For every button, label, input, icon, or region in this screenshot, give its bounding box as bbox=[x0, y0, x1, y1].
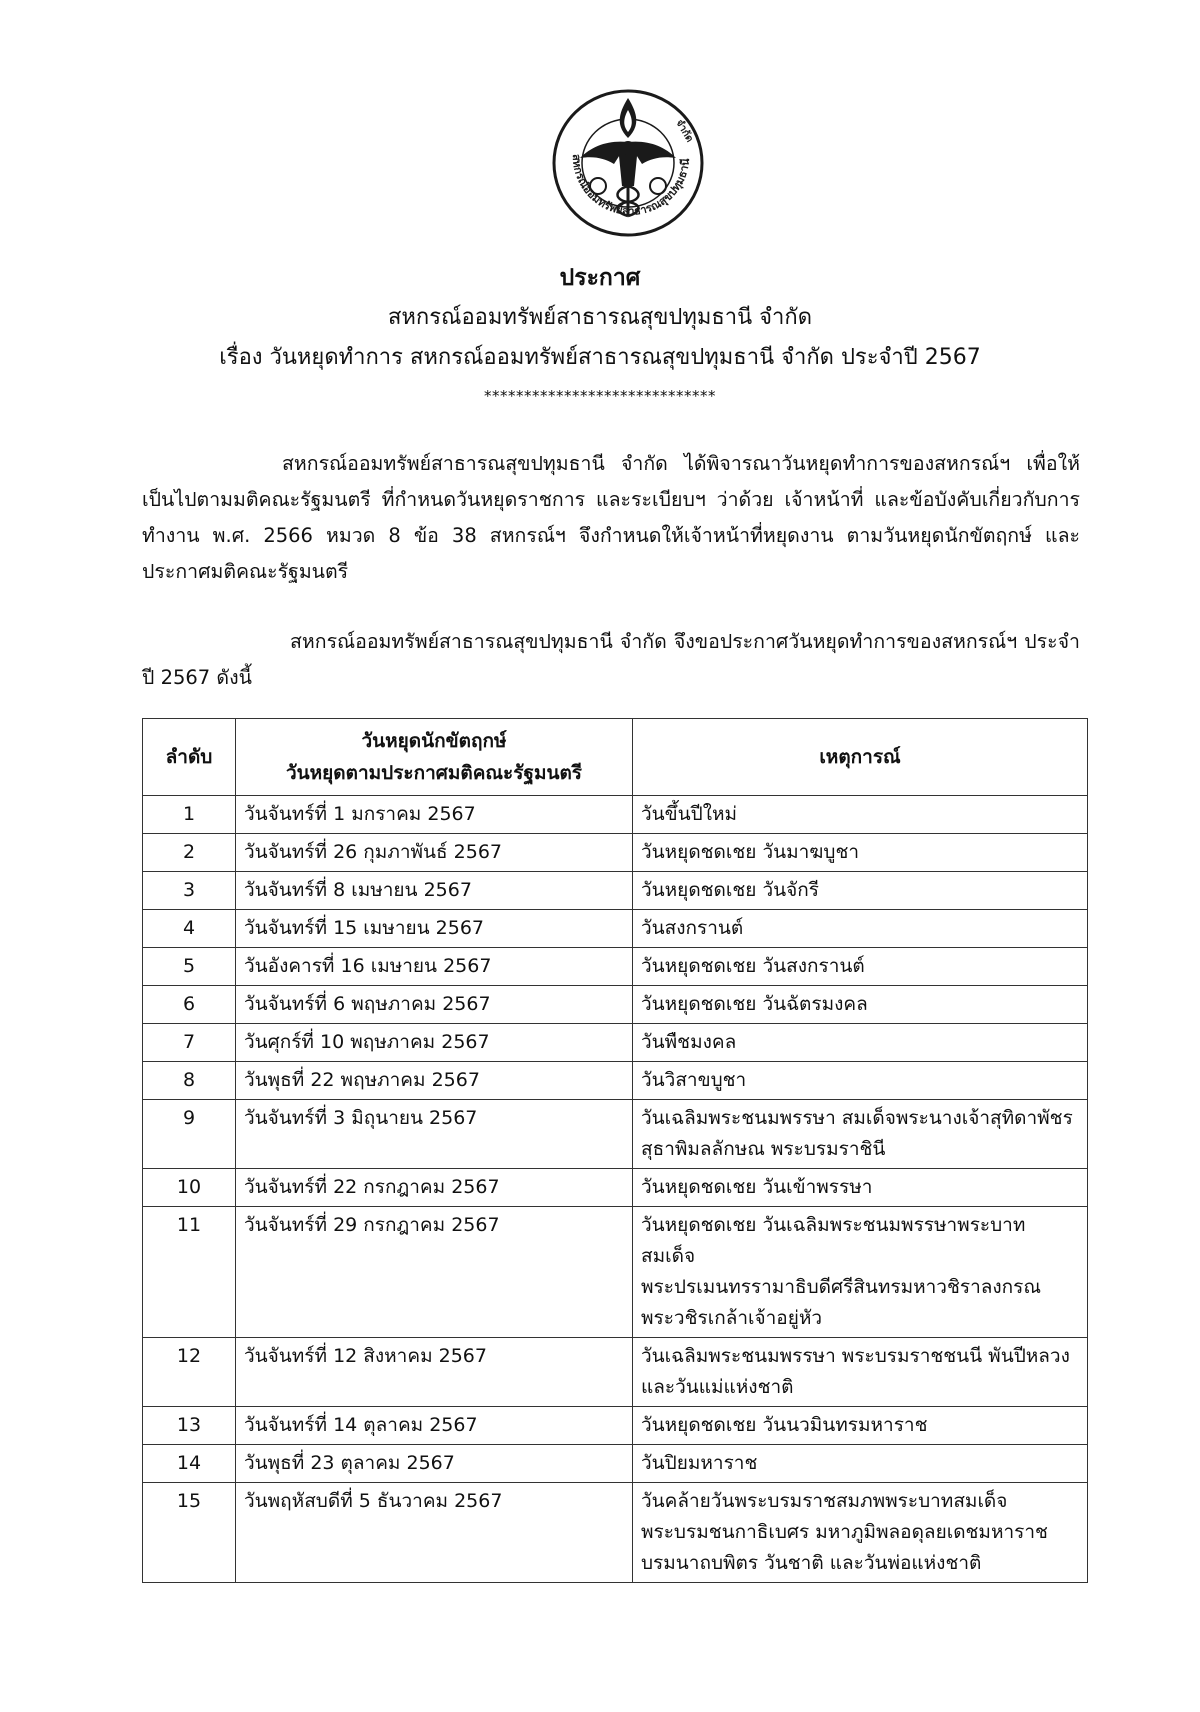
row-date: วันจันทร์ที่ 26 กุมภาพันธ์ 2567 bbox=[236, 834, 633, 872]
row-no: 5 bbox=[143, 948, 236, 986]
row-date: วันพุธที่ 23 ตุลาคม 2567 bbox=[236, 1445, 633, 1483]
row-no: 15 bbox=[143, 1483, 236, 1583]
row-event: วันขึ้นปีใหม่ bbox=[633, 796, 1088, 834]
row-event: วันหยุดชดเชย วันจักรี bbox=[633, 872, 1088, 910]
table-row bbox=[143, 1338, 1088, 1407]
document-title: ประกาศ bbox=[559, 265, 641, 291]
row-event: วันหยุดชดเชย วันนวมินทรมหาราช bbox=[633, 1407, 1088, 1445]
row-no: 1 bbox=[143, 796, 236, 834]
header-date bbox=[236, 719, 633, 796]
table-row bbox=[143, 834, 1088, 872]
row-no: 14 bbox=[143, 1445, 236, 1483]
row-event: วันคล้ายวันพระบรมราชสมภพพระบาทสมเด็จ พระบรมชนกาธิเบศร มหาภูมิพลอดุลยเดชมหาราช บรมนาถบพิตร วันชาติ และวันพ่อแห่งชาติ bbox=[633, 1483, 1088, 1583]
row-date: วันพฤหัสบดีที่ 5 ธันวาคม 2567 bbox=[236, 1483, 633, 1583]
row-no: 2 bbox=[143, 834, 236, 872]
row-date: วันจันทร์ที่ 1 มกราคม 2567 bbox=[236, 796, 633, 834]
row-no: 11 bbox=[143, 1207, 236, 1338]
row-event: วันเฉลิมพระชนมพรรษา สมเด็จพระนางเจ้าสุทิดาพัชร สุธาพิมลลักษณ พระบรมราชินี bbox=[633, 1100, 1088, 1169]
table-row bbox=[143, 872, 1088, 910]
row-event: วันเฉลิมพระชนมพรรษา พระบรมราชชนนี พันปีหลวง และวันแม่แห่งชาติ bbox=[633, 1338, 1088, 1407]
row-date: วันอังคารที่ 16 เมษายน 2567 bbox=[236, 948, 633, 986]
row-date: วันจันทร์ที่ 29 กรกฎาคม 2567 bbox=[236, 1207, 633, 1338]
row-date: วันจันทร์ที่ 14 ตุลาคม 2567 bbox=[236, 1407, 633, 1445]
row-no: 13 bbox=[143, 1407, 236, 1445]
table-row bbox=[143, 1100, 1088, 1169]
row-no: 6 bbox=[143, 986, 236, 1024]
cooperative-seal bbox=[548, 86, 708, 241]
table-row bbox=[143, 986, 1088, 1024]
row-date: วันจันทร์ที่ 22 กรกฎาคม 2567 bbox=[236, 1169, 633, 1207]
row-date: วันจันทร์ที่ 12 สิงหาคม 2567 bbox=[236, 1338, 633, 1407]
header-no: ลำดับ bbox=[143, 719, 236, 796]
table-row bbox=[143, 1207, 1088, 1338]
row-no: 4 bbox=[143, 910, 236, 948]
row-date: วันจันทร์ที่ 15 เมษายน 2567 bbox=[236, 910, 633, 948]
row-event: วันพืชมงคล bbox=[633, 1024, 1088, 1062]
table-row bbox=[143, 910, 1088, 948]
garuda-seal-icon bbox=[548, 86, 708, 241]
row-date: วันศุกร์ที่ 10 พฤษภาคม 2567 bbox=[236, 1024, 633, 1062]
body-paragraph-2: สหกรณ์ออมทรัพย์สาธารณสุขปทุมธานี จำกัด จึงขอประกาศวันหยุดทำการของสหกรณ์ฯ ประจำปี 2567 ดังนี้ bbox=[142, 630, 1080, 689]
table-row bbox=[143, 1024, 1088, 1062]
row-event: วันหยุดชดเชย วันมาฆบูชา bbox=[633, 834, 1088, 872]
row-event: วันวิสาขบูชา bbox=[633, 1062, 1088, 1100]
separator-line: ***************************** bbox=[484, 387, 716, 405]
row-event: วันปิยมหาราช bbox=[633, 1445, 1088, 1483]
row-event: วันหยุดชดเชย วันเฉลิมพระชนมพรรษาพระบาทสมเด็จ พระปรเมนทรรามาธิบดีศรีสินทรมหาวชิราลงกรณ พระวชิรเกล้าเจ้าอยู่หัว bbox=[633, 1207, 1088, 1338]
row-date: วันพุธที่ 22 พฤษภาคม 2567 bbox=[236, 1062, 633, 1100]
row-no: 8 bbox=[143, 1062, 236, 1100]
document-subject: เรื่อง วันหยุดทำการ สหกรณ์ออมทรัพย์สาธารณสุขปทุมธานี จำกัด ประจำปี 2567 bbox=[219, 345, 981, 370]
table-row bbox=[143, 1169, 1088, 1207]
row-date: วันจันทร์ที่ 6 พฤษภาคม 2567 bbox=[236, 986, 633, 1024]
table-row bbox=[143, 1062, 1088, 1100]
row-no: 10 bbox=[143, 1169, 236, 1207]
row-event: วันหยุดชดเชย วันฉัตรมงคล bbox=[633, 986, 1088, 1024]
row-date: วันจันทร์ที่ 3 มิถุนายน 2567 bbox=[236, 1100, 633, 1169]
body-paragraph-1: สหกรณ์ออมทรัพย์สาธารณสุขปทุมธานี จำกัด ได้พิจารณาวันหยุดทำการของสหกรณ์ฯ เพื่อให้เป็นไปตามมติคณะรัฐมนตรี ที่กำหนดวันหยุดราชการ และระเบียบฯ ว่าด้วย เจ้าหน้าที่ และข้อบังคับเกี่ยวกับการทำงาน พ.ศ. 2566 หมวด 8 ข้อ 38 สหกรณ์ฯ จึงกำหนดให้เจ้าหน้าที่หยุดงาน ตามวันหยุดนักขัตฤกษ์ และ ประกาศมติคณะรัฐมนตรี bbox=[142, 452, 1080, 583]
table-row bbox=[143, 1483, 1088, 1583]
header-date-line1: วันหยุดนักขัตฤกษ์ bbox=[361, 730, 507, 752]
table-row bbox=[143, 948, 1088, 986]
row-no: 12 bbox=[143, 1338, 236, 1407]
row-no: 9 bbox=[143, 1100, 236, 1169]
holiday-table bbox=[142, 718, 1088, 1583]
seal-ring-text: สหกรณ์ออมทรัพย์สาธารณสุขปทุมธานี bbox=[569, 153, 693, 218]
seal-ring-text-right: จำกัด bbox=[673, 118, 695, 145]
row-no: 3 bbox=[143, 872, 236, 910]
organization-name: สหกรณ์ออมทรัพย์สาธารณสุขปทุมธานี จำกัด bbox=[387, 305, 812, 330]
table-row bbox=[143, 796, 1088, 834]
row-date: วันจันทร์ที่ 8 เมษายน 2567 bbox=[236, 872, 633, 910]
header-event: เหตุการณ์ bbox=[633, 719, 1088, 796]
table-row bbox=[143, 1445, 1088, 1483]
row-event: วันสงกรานต์ bbox=[633, 910, 1088, 948]
table-row bbox=[143, 1407, 1088, 1445]
table-header-row bbox=[143, 719, 1088, 796]
row-no: 7 bbox=[143, 1024, 236, 1062]
row-event: วันหยุดชดเชย วันสงกรานต์ bbox=[633, 948, 1088, 986]
row-event: วันหยุดชดเชย วันเข้าพรรษา bbox=[633, 1169, 1088, 1207]
header-date-line2: วันหยุดตามประกาศมติคณะรัฐมนตรี bbox=[285, 762, 583, 784]
